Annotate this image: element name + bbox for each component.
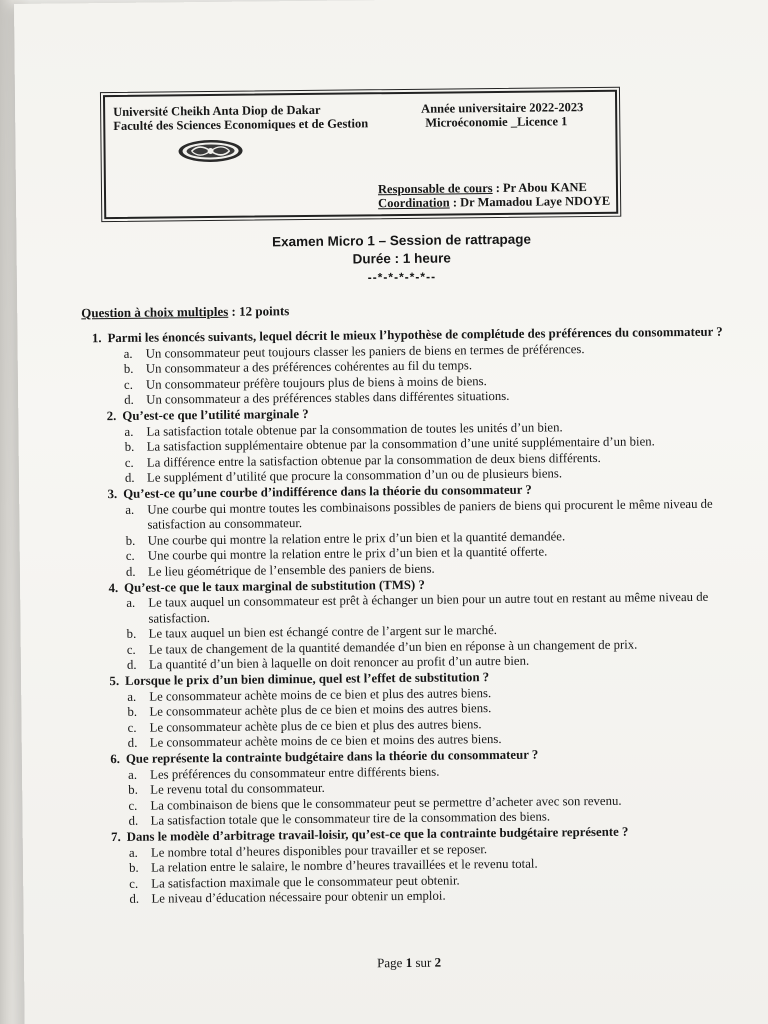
option-letter: a. <box>128 767 138 782</box>
option-text: La relation entre le salaire, le nombre d’heures travaillées et le revenu total. <box>151 856 538 875</box>
option-text: Le revenu total du consommateur. <box>150 781 325 797</box>
faculty-name: Faculté des Sciences Economiques et de Gestion <box>113 116 369 133</box>
responsible-value: : Pr Abou KANE <box>492 180 587 196</box>
question-text: Que représente la contrainte budgétaire dans la théorie du consommateur ? <box>125 747 539 766</box>
question-number: 1. <box>91 331 102 346</box>
option-letter: c. <box>128 798 138 813</box>
option-text: La satisfaction totale obtenue par la consommation de toutes les unités d’un bien. <box>146 419 563 439</box>
question-text: Parmi les énoncés suivants, lequel décrit le mieux l’hypothèse de complétude des préférences du consommateur ? <box>107 324 723 346</box>
question-number: 5. <box>109 674 120 689</box>
option-text: Le taux de changement de la quantité demandée d’un bien en réponse à un changement de prix. <box>148 637 638 657</box>
option-text: Les préférences du consommateur entre différents biens. <box>150 764 440 782</box>
question-text: Qu’est-ce qu’une courbe d’indifférence dans la théorie du consommateur ? <box>123 482 532 501</box>
exam-separator: --*-*-*-*-*-- <box>367 269 437 285</box>
page-footer <box>24 951 768 975</box>
option-text: Un consommateur préfère toujours plus de biens à moins de biens. <box>145 373 487 392</box>
option-letter: c. <box>126 642 136 657</box>
option-text: Un consommateur a des préférences cohérentes au fil du temps. <box>145 358 473 376</box>
option-text: Le lieu géométrique de l’ensemble des paniers de biens. <box>147 561 435 579</box>
option-text: Une courbe qui montre la relation entre le prix d’un bien et la quantité demandée. <box>147 529 566 548</box>
option-letter: a. <box>128 845 138 860</box>
option-letter: c. <box>129 876 139 891</box>
question-text: Qu’est-ce que le taux marginal de substitution (TMS) ? <box>124 577 425 595</box>
question-number: 2. <box>106 408 117 424</box>
option-text: Le nombre total d’heures disponibles pour travailler et se reposer. <box>150 841 488 860</box>
exam-title-block <box>16 228 768 290</box>
option-text: La différence entre la satisfaction obtenue par la consommation de deux biens différents. <box>146 450 601 470</box>
question-item <box>82 574 733 674</box>
question-number: 6. <box>110 751 121 767</box>
option-text: Une courbe qui montre toutes les combinaisons possibles de paniers de biens qui procurent le même niveau de satisfaction au consommateur. <box>147 496 713 532</box>
university-name: Université Cheikh Anta Diop de Dakar <box>113 102 321 119</box>
coordination-value: : Dr Mamadou Laye NDOYE <box>449 193 611 210</box>
question-item <box>79 325 730 410</box>
option-letter: b. <box>123 361 134 377</box>
course-name: Microéconomie _Licence 1 <box>425 114 568 130</box>
page-word: Page <box>377 954 406 971</box>
exam-duration: Durée : 1 heure <box>352 250 451 267</box>
responsible-label: Responsable de cours <box>377 181 493 197</box>
option-letter: b. <box>124 439 135 455</box>
exam-title: Examen Micro 1 – Session de rattrapage <box>272 231 532 250</box>
option-text: La quantité d’un bien à laquelle on doit renoncer au profit d’un autre bien. <box>148 654 530 673</box>
option-letter: a. <box>125 502 135 517</box>
university-logo <box>177 139 243 164</box>
option-letter: c. <box>123 377 133 392</box>
option-text: La satisfaction supplémentaire obtenue par la consommation d’une unité supplémentaire d’un bien. <box>146 434 655 454</box>
option-text: Le taux auquel un consommateur est prêt à échanger un bien pour un autre tout en restant au même niveau de satisfaction. <box>148 589 709 626</box>
section-label: Question à choix multiples <box>81 303 229 321</box>
question-text: Dans le modèle d’arbitrage travail-loisir, qu’est-ce que la contrainte budgétaire représente ? <box>126 824 629 844</box>
question-item <box>80 403 731 488</box>
option-text: La satisfaction totale que le consommateur tire de la consommation des biens. <box>150 809 551 829</box>
question-item <box>84 746 735 831</box>
option-letter: a. <box>127 689 137 704</box>
staff-block <box>378 180 610 210</box>
option-letter: b. <box>127 705 138 720</box>
page-of-word: sur <box>412 954 435 970</box>
option-text: Le consommateur achète plus de ce bien et plus des autres biens. <box>149 717 482 735</box>
option-letter: d. <box>124 393 134 408</box>
option-letter: d. <box>129 892 140 907</box>
option-letter: b. <box>129 860 139 876</box>
section-heading <box>81 303 289 321</box>
question-number: 3. <box>107 486 118 502</box>
page-number: 1 <box>405 954 413 970</box>
academic-year: Année universitaire 2022-2023 <box>421 100 584 116</box>
option-text: La satisfaction maximale que le consommateur peut obtenir. <box>151 873 460 891</box>
question-number: 7. <box>111 829 121 845</box>
option-text: Une courbe qui montre la relation entre le prix d’un bien et la quantité offerte. <box>147 544 548 563</box>
option-letter: b. <box>125 533 136 548</box>
option-letter: d. <box>128 814 139 829</box>
option-text: La combinaison de biens que le consommateur peut se permettre d’acheter avec son revenu. <box>150 793 622 813</box>
option-text: Le taux auquel un bien est échangé contre de l’argent sur le marché. <box>148 623 498 641</box>
option-letter: c. <box>127 720 137 735</box>
option-letter: a. <box>123 346 133 361</box>
coordination-label: Coordination <box>378 195 450 211</box>
option-text: Le niveau d’éducation nécessaire pour obtenir un emploi. <box>151 888 446 907</box>
option-letter: d. <box>125 564 136 579</box>
option-letter: c. <box>125 549 135 564</box>
exam-sheet <box>14 0 768 1024</box>
course-block <box>421 100 584 130</box>
option-letter: d. <box>126 658 137 673</box>
question-item <box>85 824 736 909</box>
institution-block <box>113 102 368 133</box>
question-number: 4. <box>108 580 119 595</box>
question-text: Qu’est-ce que l’utilité marginale ? <box>122 406 309 423</box>
option-letter: d. <box>127 736 138 751</box>
header-box <box>103 90 618 219</box>
option-text: Le consommateur achète moins de ce bien et moins des autres biens. <box>149 732 502 751</box>
question-list <box>79 325 735 909</box>
option-text: Le consommateur achète plus de ce bien et moins des autres biens. <box>149 701 492 719</box>
option-letter: d. <box>124 471 135 486</box>
option-letter: b. <box>126 627 137 642</box>
question-text: Lorsque le prix d’un bien diminue, quel est l’effet de substitution ? <box>125 670 490 688</box>
option-text: Un consommateur a des préférences stables dans différentes situations. <box>146 389 510 408</box>
question-item <box>83 668 734 753</box>
page-total: 2 <box>434 954 442 970</box>
option-text: Le supplément d’utilité que procure la consommation d’un ou de plusieurs biens. <box>146 466 563 486</box>
course-coordination <box>378 194 610 210</box>
option-text: Le consommateur achète moins de ce bien et plus des autres biens. <box>149 685 492 704</box>
option-letter: a. <box>126 595 136 610</box>
option-text: Un consommateur peut toujours classer les paniers de biens en termes de préférences. <box>145 341 585 361</box>
option-letter: a. <box>124 424 134 439</box>
option-letter: c. <box>124 455 134 470</box>
option-letter: b. <box>128 782 138 798</box>
section-points: : 12 points <box>228 303 290 319</box>
question-item <box>81 480 732 580</box>
